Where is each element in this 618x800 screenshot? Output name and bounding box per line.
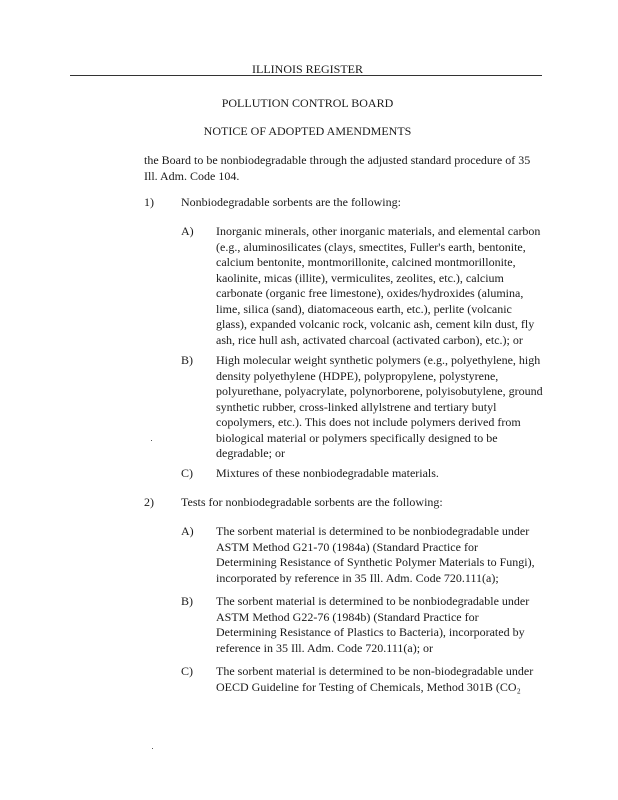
item-1c-marker: C) [181, 466, 193, 480]
scan-speck [152, 748, 153, 749]
text-line: ash, rice hull ash, activated charcoal (activated carbon), etc.); or [216, 332, 523, 347]
section-2-heading: Tests for nonbiodegradable sorbents are the following: [181, 495, 443, 509]
item-2c-marker: C) [181, 664, 193, 678]
text-line: synthetic rubber, cross-linked allylstrene and tertiary butyl [216, 399, 497, 414]
section-2-marker: 2) [144, 495, 154, 509]
scan-speck [151, 440, 152, 441]
text-line: calcium bentonite, montmorillonite, calcined montmorillonite, [216, 255, 516, 269]
text-line: the Board to be nonbiodegradable through the adjusted standard procedure of 35 [144, 153, 531, 167]
item-1b-text [216, 353, 543, 462]
section-1-heading: Nonbiodegradable sorbents are the following: [181, 195, 401, 209]
item-2c-text [216, 664, 533, 695]
text-line: (e.g., aluminosilicates (clays, smectites, Fuller's earth, bentonite, [216, 239, 526, 254]
section-1-marker: 1) [144, 195, 154, 209]
board-title: POLLUTION CONTROL BOARD [221, 96, 394, 110]
text-line: The sorbent material is determined to be non-biodegradable under [216, 664, 534, 678]
text-line: Inorganic minerals, other inorganic materials, and elemental carbon [216, 224, 541, 238]
text-line: OECD Guideline for Testing of Chemicals, Method 301B (CO₂ [216, 679, 521, 694]
text-line: density polyethylene (HDPE), polypropylene, polystyrene, [216, 368, 499, 383]
notice-title: NOTICE OF ADOPTED AMENDMENTS [203, 124, 412, 138]
header-rule [70, 75, 542, 76]
text-line: carbonate (organic free limestone), oxides/hydroxides (alumina, [216, 286, 524, 300]
text-line: reference in 35 Ill. Adm. Code 720.111(a); or [216, 640, 434, 655]
item-1b-marker: B) [181, 353, 193, 367]
text-line: lime, silica (sand), diatomaceous earth, etc.), perlite (volcanic [216, 301, 512, 316]
text-line: polyurethane, polyacrylate, polynorborene, polyisobutylene, ground [216, 384, 543, 398]
text-line: incorporated by reference in 35 Ill. Adm. Code 720.111(a); [216, 570, 499, 585]
text-line: ASTM Method G21-70 (1984a) (Standard Practice for [216, 539, 478, 554]
item-2b-text [216, 594, 529, 656]
text-line: Determining Resistance of Synthetic Polymer Materials to Fungi), [216, 555, 535, 569]
text-line: High molecular weight synthetic polymers (e.g., polyethylene, high [216, 353, 541, 367]
text-line: biological material or polymers specifically designed to be [216, 430, 498, 445]
item-1c-text: Mixtures of these nonbiodegradable materials. [216, 466, 439, 480]
item-1a-text [216, 224, 540, 348]
text-line: The sorbent material is determined to be nonbiodegradable under [216, 524, 530, 538]
text-line: kaolinite, micas (illite), vermiculites, zeolites, etc.), calcium [216, 270, 504, 285]
item-2b-marker: B) [181, 594, 193, 608]
text-line: glass), expanded volcanic rock, volcanic ash, cement kiln dust, fly [216, 317, 535, 331]
intro-paragraph [144, 153, 530, 184]
text-line: copolymers, etc.). This does not include polymers derived from [216, 415, 521, 429]
text-line: ASTM Method G22-76 (1984b) (Standard Practice for [216, 609, 479, 624]
text-line: The sorbent material is determined to be nonbiodegradable under [216, 594, 530, 608]
item-1a-marker: A) [181, 224, 194, 238]
register-title: ILLINOIS REGISTER [252, 62, 363, 76]
item-2a-marker: A) [181, 524, 194, 538]
text-line: Ill. Adm. Code 104. [144, 168, 240, 183]
text-line: Determining Resistance of Plastics to Bacteria), incorporated by [216, 625, 525, 639]
text-line: degradable; or [216, 446, 285, 460]
item-2a-text [216, 524, 535, 586]
